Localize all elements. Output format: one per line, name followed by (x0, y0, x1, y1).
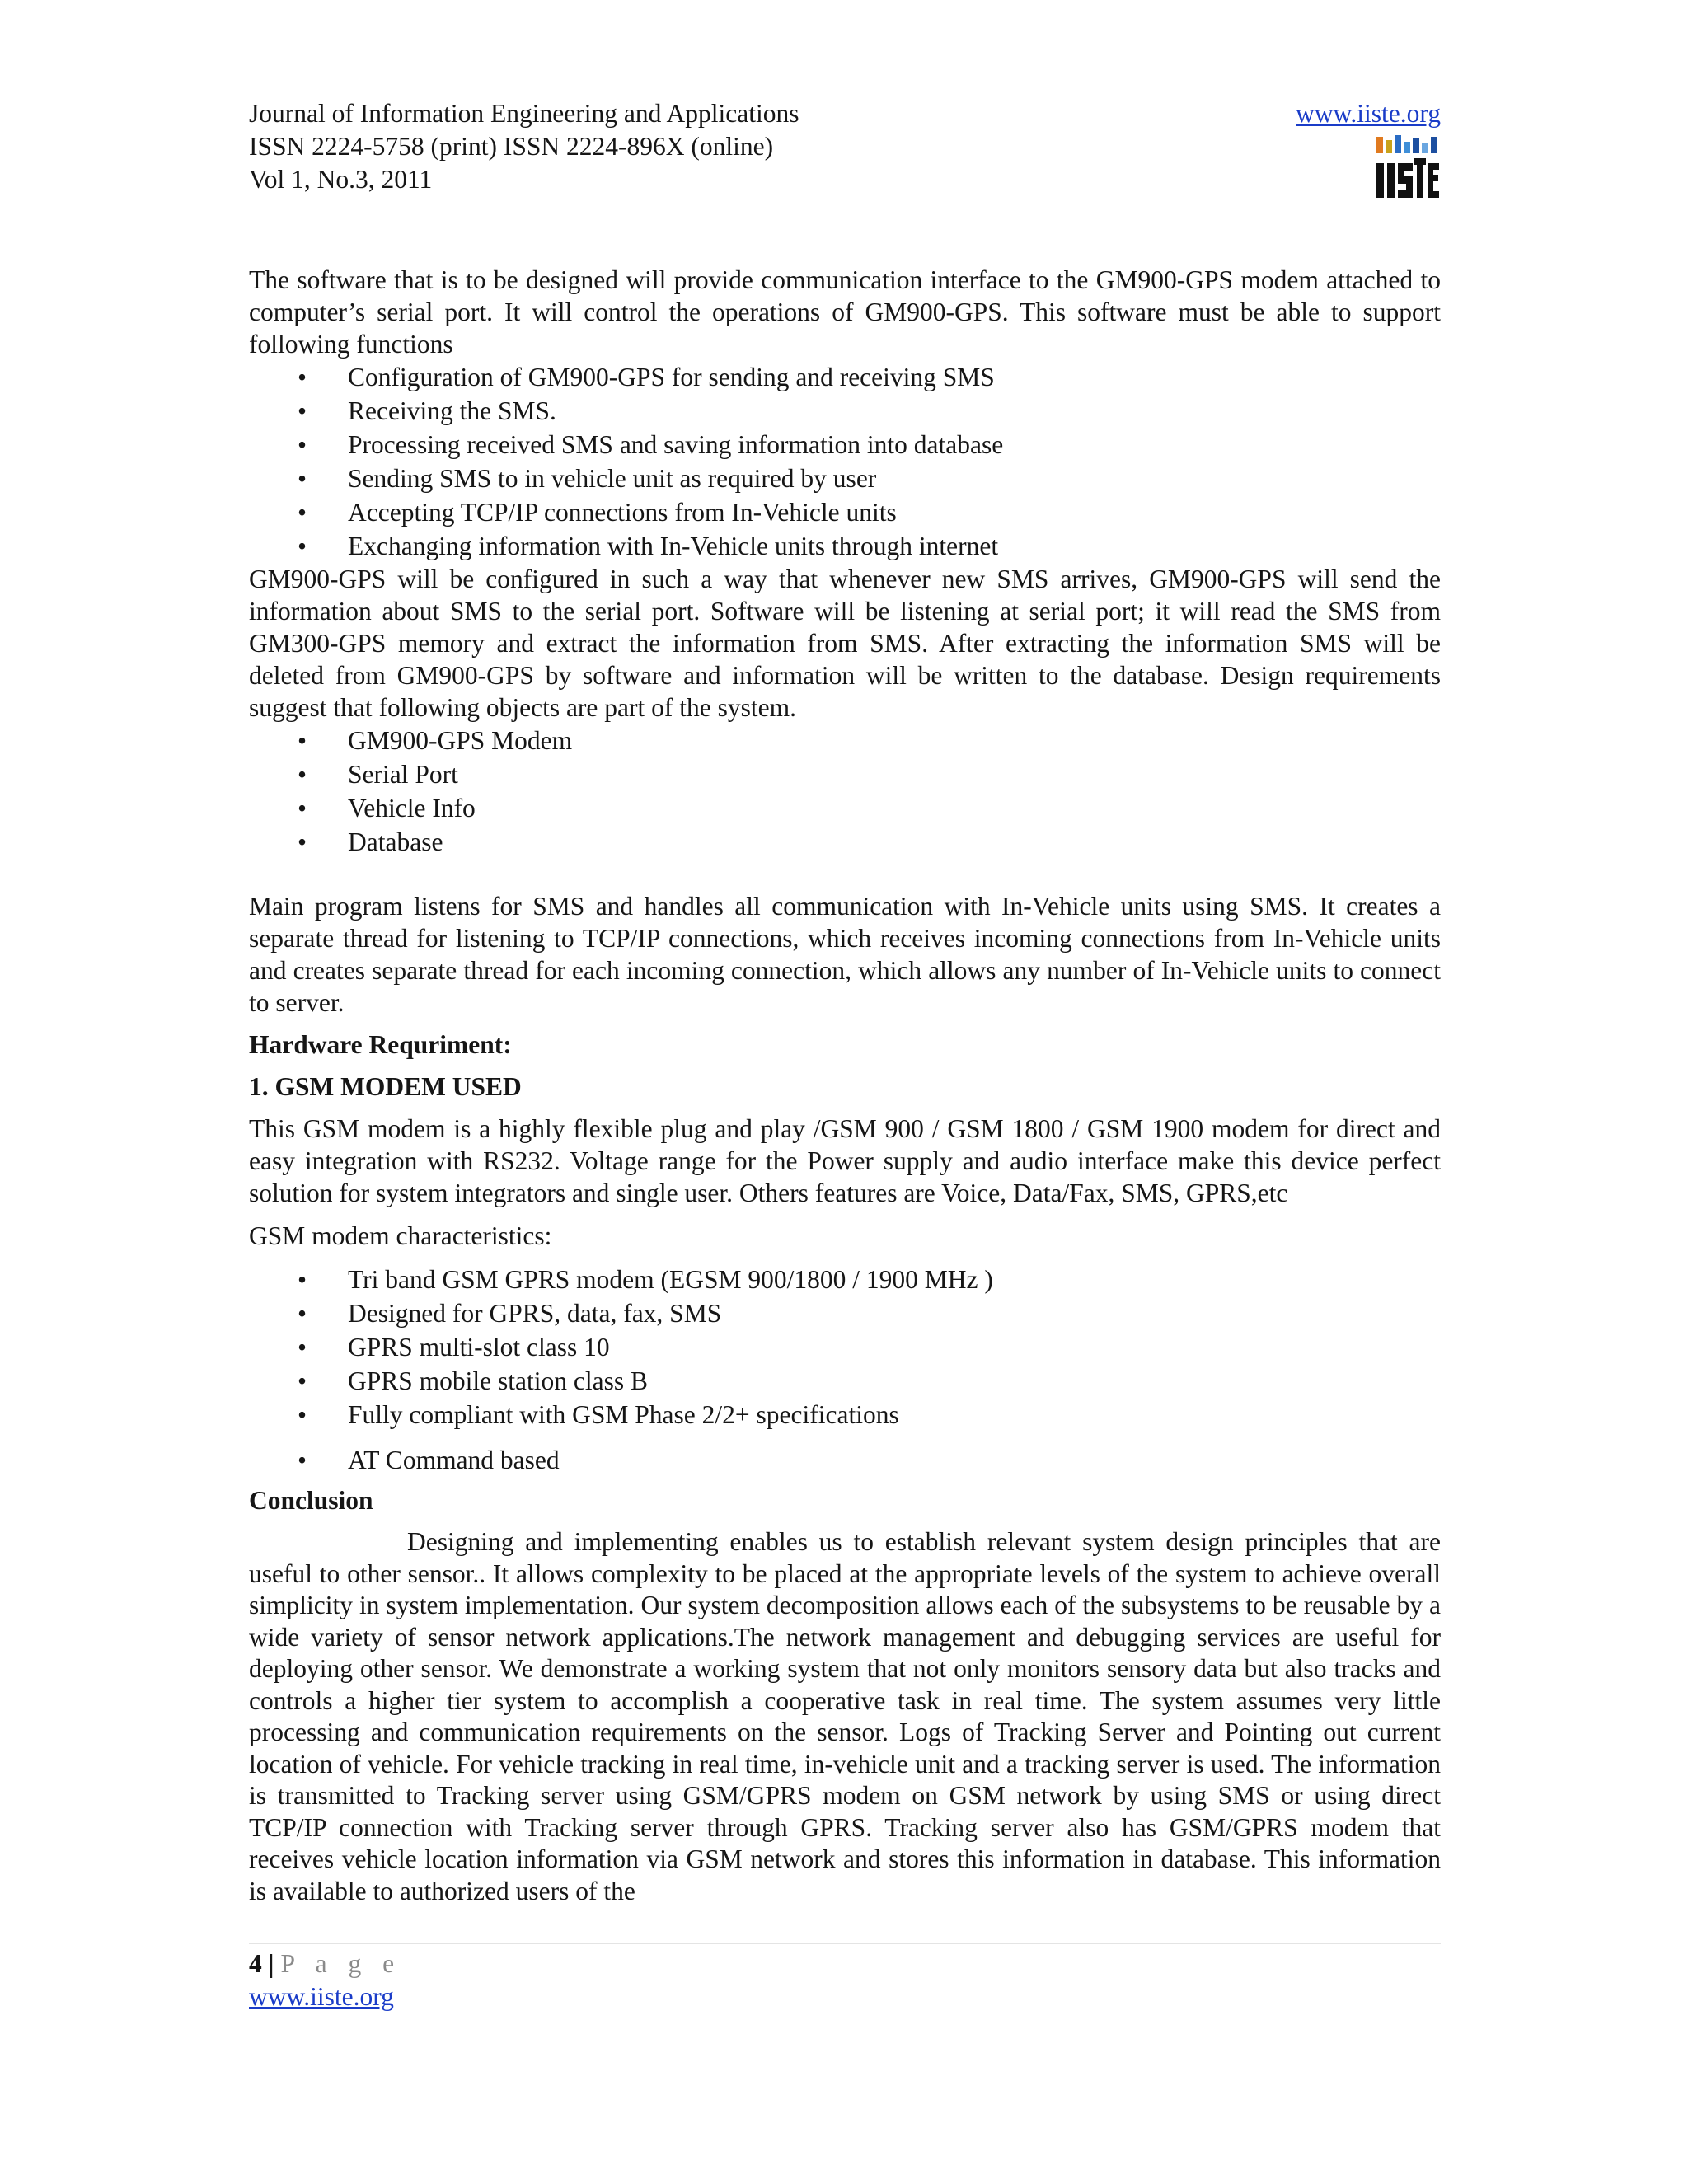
list-item: • Exchanging information with In-Vehicle units through internet (249, 529, 1441, 563)
list-item: • GPRS multi-slot class 10 (249, 1330, 1441, 1364)
list-item: • Sending SMS to in vehicle unit as required by user (249, 462, 1441, 495)
list-item: • Receiving the SMS. (249, 394, 1441, 428)
list-item: • Fully compliant with GSM Phase 2/2+ specifications (249, 1398, 1441, 1432)
list-item: • Accepting TCP/IP connections from In-Vehicle units (249, 495, 1441, 529)
conclusion-heading: Conclusion (249, 1486, 373, 1515)
page-separator: | (268, 1949, 274, 1978)
characteristics-list (249, 1263, 1441, 1477)
characteristics-label: GSM modem characteristics: (249, 1221, 552, 1250)
footer-website-link[interactable]: www.iiste.org (249, 1982, 394, 2011)
page-footer (249, 1943, 1441, 2013)
list-item: • GPRS mobile station class B (249, 1364, 1441, 1398)
page-label: P a g e (280, 1949, 402, 1978)
gsm-paragraph: This GSM modem is a highly flexible plug and play /GSM 900 / GSM 1800 / GSM 1900 modem for direct and easy integration with RS232. Voltage range for the Power supply and audio interface make this device perfect solution for system integrators and single user. Others features are Voice, Data/Fax, SMS, GPRS,etc (249, 1114, 1441, 1207)
list-item: • Designed for GPRS, data, fax, SMS (249, 1296, 1441, 1330)
list-item: • Tri band GSM GPRS modem (EGSM 900/1800 / 1900 MHz ) (249, 1263, 1441, 1296)
list-item: • Configuration of GM900-GPS for sending and receiving SMS (249, 360, 1441, 394)
journal-volume: Vol 1, No.3, 2011 (249, 165, 433, 194)
intro-paragraph: The software that is to be designed will provide communication interface to the GM900-GPS modem attached to computer’s serial port. It will control the operations of GM900-GPS. This software must be able to support following functions (249, 265, 1441, 359)
header-website-link[interactable]: www.iiste.org (1296, 99, 1441, 128)
config-paragraph: GM900-GPS will be configured in such a way that whenever new SMS arrives, GM900-GPS will send the information about SMS to the serial port. Software will be listening at serial port; it will read the SMS from GM300-GPS memory and extract the information from SMS. After extracting the information SMS will be deleted from GM900-GPS by software and information will be written to the database. Design requirements suggest that following objects are part of the system. (249, 565, 1441, 722)
journal-title: Journal of Information Engineering and Applications (249, 99, 799, 128)
main-program-paragraph: Main program listens for SMS and handles all communication with In-Vehicle units using SMS. It creates a separate thread for listening to TCP/IP connections, which receives incoming connections from In-Vehicle units and creates separate thread for each incoming connection, which allows any number of In-Vehicle units to connect to server. (249, 892, 1441, 1017)
list-item: • GM900-GPS Modem (249, 724, 1441, 757)
iiste-logo (1375, 134, 1441, 201)
journal-info (249, 97, 799, 196)
hardware-heading: Hardware Requriment: (249, 1030, 512, 1059)
journal-issn: ISSN 2224-5758 (print) ISSN 2224-896X (online) (249, 132, 774, 161)
footer-divider (249, 1943, 1441, 1944)
list-item: • Processing received SMS and saving information into database (249, 428, 1441, 462)
conclusion-paragraph: Designing and implementing enables us to establish relevant system design principles that are useful to other sensor.. It allows complexity to be placed at the appropriate levels of the system to achieve overall simplicity in system implementation. Our system decomposition allows each of the subsystems to be reusable by a wide variety of sensor network applications.The network management and debugging services are useful for deploying other sensor. We demonstrate a working system that not only monitors sensory data but also tracks and controls a higher tier system to accomplish a cooperative task in real time. The system assumes very little processing and communication requirements on the sensor. Logs of Tracking Server and Pointing out current location of vehicle. For vehicle tracking in real time, in-vehicle unit and a tracking server is used. The information is transmitted to Tracking server using GSM/GPRS modem on GSM network by using SMS or using direct TCP/IP connection with Tracking server through GPRS. Tracking server also has GSM/GPRS modem that receives vehicle location information via GSM network and stores this information in database. This information is available to authorized users of the (249, 1527, 1441, 1905)
list-item: • Database (249, 825, 1441, 859)
objects-list (249, 724, 1441, 859)
list-item: • AT Command based (249, 1443, 1441, 1477)
page-number: 4 (249, 1949, 262, 1978)
page (249, 97, 1441, 1907)
page-number-line (249, 1947, 1441, 1980)
list-item: • Serial Port (249, 757, 1441, 791)
page-header (249, 97, 1441, 213)
functions-list (249, 360, 1441, 563)
list-item: • Vehicle Info (249, 791, 1441, 825)
gsm-heading: 1. GSM MODEM USED (249, 1072, 522, 1101)
